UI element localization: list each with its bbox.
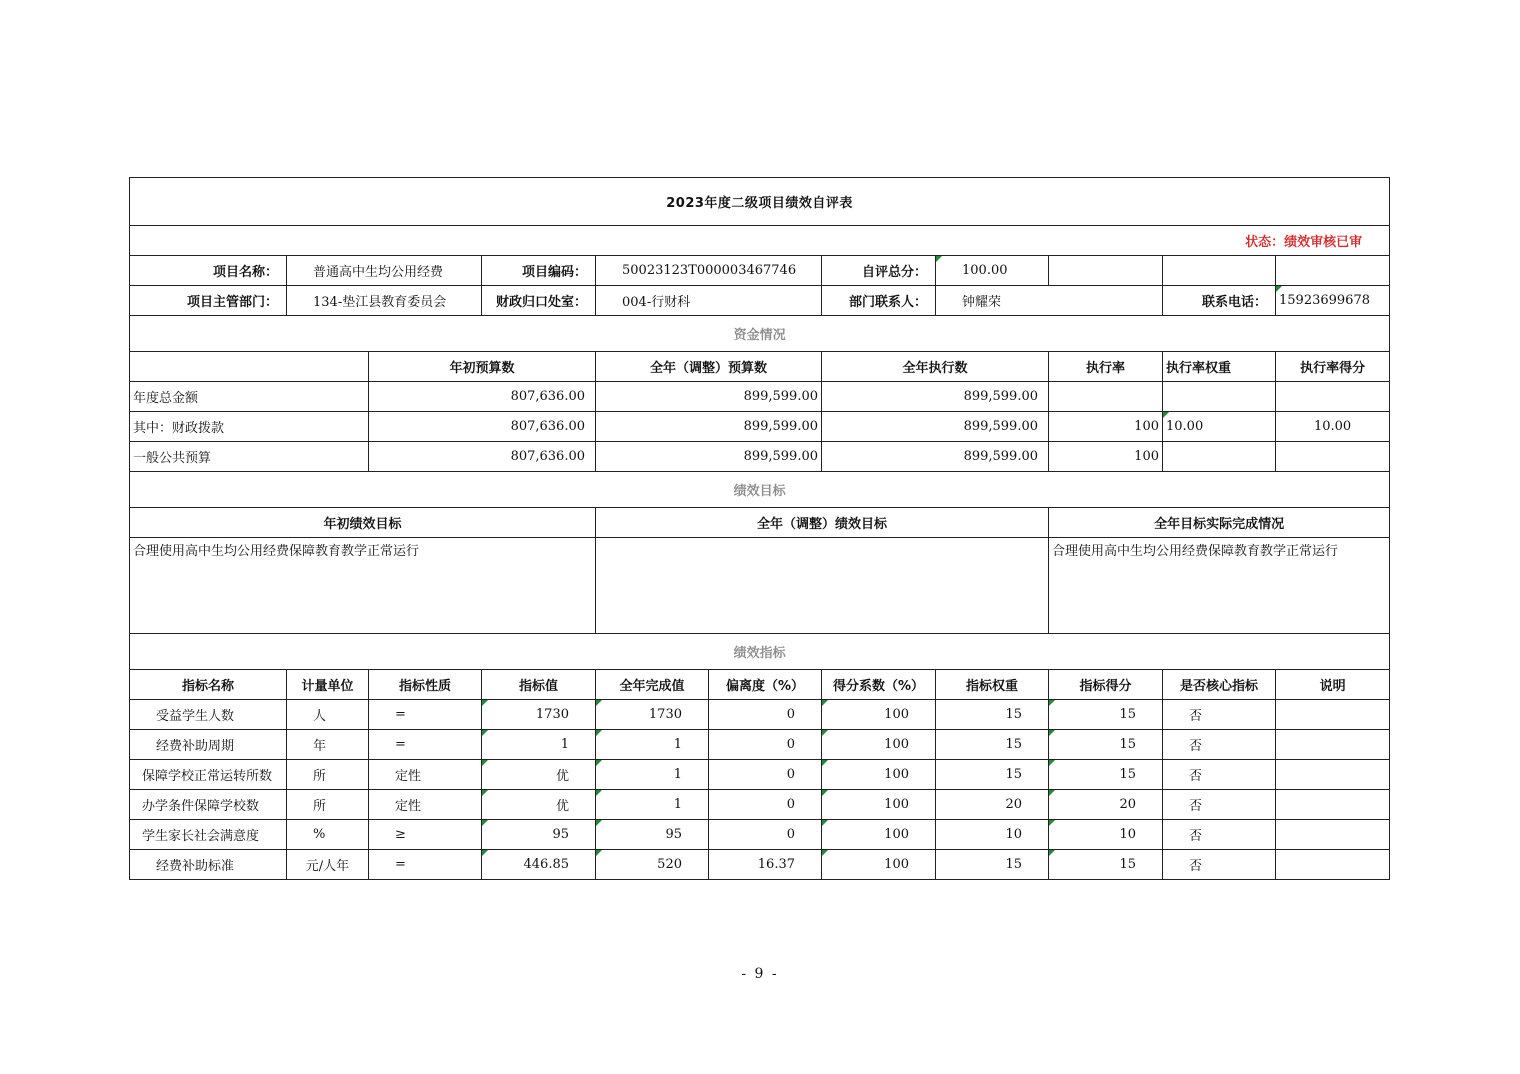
indicator-nature: 定性 xyxy=(369,760,482,790)
indicator-weight: 15 xyxy=(936,730,1049,760)
indicator-note xyxy=(1276,730,1390,760)
indicator-score: 20 xyxy=(1049,790,1163,820)
indicator-nature: 定性 xyxy=(369,790,482,820)
funds-row-name: 一般公共预算 xyxy=(130,442,369,472)
indicator-note xyxy=(1276,850,1390,880)
funds-initial: 807,636.00 xyxy=(369,442,596,472)
indicator-weight: 15 xyxy=(936,700,1049,730)
indicator-note xyxy=(1276,820,1390,850)
indicator-nature: = xyxy=(369,730,482,760)
indicator-core: 否 xyxy=(1163,850,1276,880)
indicator-row xyxy=(130,730,1390,760)
funds-initial: 807,636.00 xyxy=(369,412,596,442)
indicator-weight: 15 xyxy=(936,760,1049,790)
funds-initial: 807,636.00 xyxy=(369,382,596,412)
indicator-target: 446.85 xyxy=(482,850,596,880)
indicator-score: 15 xyxy=(1049,850,1163,880)
indicator-weight: 15 xyxy=(936,850,1049,880)
indicator-weight: 20 xyxy=(936,790,1049,820)
empty-cell xyxy=(1049,256,1163,286)
indicator-row xyxy=(130,820,1390,850)
indicator-actual: 1 xyxy=(596,790,709,820)
funds-weight xyxy=(1163,382,1276,412)
indicator-header: 是否核心指标 xyxy=(1163,670,1276,700)
indicator-target: 1 xyxy=(482,730,596,760)
indicator-coef: 100 xyxy=(822,760,936,790)
contact-value: 钟耀荣 xyxy=(936,286,1163,316)
indicator-actual: 1730 xyxy=(596,700,709,730)
funds-rate: 100 xyxy=(1049,442,1163,472)
total-score-value: 100.00 xyxy=(936,256,1049,286)
indicator-core: 否 xyxy=(1163,820,1276,850)
funds-header-blank xyxy=(130,352,369,382)
indicator-name: 受益学生人数 xyxy=(130,700,287,730)
indicator-core: 否 xyxy=(1163,760,1276,790)
indicator-header: 指标性质 xyxy=(369,670,482,700)
indicator-deviation: 0 xyxy=(709,820,822,850)
indicator-name: 经费补助周期 xyxy=(130,730,287,760)
indicator-header: 指标值 xyxy=(482,670,596,700)
funds-weight: 10.00 xyxy=(1163,412,1276,442)
funds-section-title: 资金情况 xyxy=(130,316,1390,352)
indicator-target: 1730 xyxy=(482,700,596,730)
indicator-header: 指标名称 xyxy=(130,670,287,700)
goals-section-title: 绩效目标 xyxy=(130,472,1390,508)
indicator-deviation: 0 xyxy=(709,760,822,790)
funds-executed: 899,599.00 xyxy=(822,412,1049,442)
indicator-name: 学生家长社会满意度 xyxy=(130,820,287,850)
indicator-score: 15 xyxy=(1049,760,1163,790)
indicator-header: 计量单位 xyxy=(287,670,369,700)
indicator-coef: 100 xyxy=(822,850,936,880)
total-score-label: 自评总分： xyxy=(822,256,936,286)
funds-row xyxy=(130,382,1390,412)
funds-score: 10.00 xyxy=(1276,412,1390,442)
page-title: 2023年度二级项目绩效自评表 xyxy=(130,178,1390,226)
indicator-actual: 1 xyxy=(596,760,709,790)
performance-table xyxy=(129,177,1390,880)
goal-adjusted xyxy=(596,538,1049,634)
indicator-row xyxy=(130,790,1390,820)
indicator-header: 指标权重 xyxy=(936,670,1049,700)
indicator-core: 否 xyxy=(1163,790,1276,820)
indicator-actual: 520 xyxy=(596,850,709,880)
contact-label: 部门联系人： xyxy=(822,286,936,316)
funds-adjusted: 899,599.00 xyxy=(596,412,822,442)
goal-actual: 合理使用高中生均公用经费保障教育教学正常运行 xyxy=(1049,538,1390,634)
indicator-nature: = xyxy=(369,700,482,730)
funds-rate: 100 xyxy=(1049,412,1163,442)
funds-header: 执行率权重 xyxy=(1163,352,1276,382)
indicator-actual: 95 xyxy=(596,820,709,850)
funds-adjusted: 899,599.00 xyxy=(596,382,822,412)
phone-label: 联系电话： xyxy=(1163,286,1276,316)
indicator-target: 95 xyxy=(482,820,596,850)
indicator-unit: % xyxy=(287,820,369,850)
funds-score xyxy=(1276,442,1390,472)
goals-header: 全年目标实际完成情况 xyxy=(1049,508,1390,538)
status-cell xyxy=(130,226,1390,256)
goals-header: 年初绩效目标 xyxy=(130,508,596,538)
project-name-value: 普通高中生均公用经费 xyxy=(287,256,482,286)
indicator-deviation: 0 xyxy=(709,730,822,760)
indicator-unit: 年 xyxy=(287,730,369,760)
indicator-actual: 1 xyxy=(596,730,709,760)
funds-row xyxy=(130,412,1390,442)
indicator-row xyxy=(130,760,1390,790)
dept-value: 134-垫江县教育委员会 xyxy=(287,286,482,316)
indicator-header: 偏离度（%） xyxy=(709,670,822,700)
status-badge: 状态：绩效审核已审 xyxy=(1245,235,1363,250)
indicator-name: 经费补助标准 xyxy=(130,850,287,880)
funds-header: 年初预算数 xyxy=(369,352,596,382)
empty-cell xyxy=(1163,256,1276,286)
goals-header: 全年（调整）绩效目标 xyxy=(596,508,1049,538)
indicator-header: 指标得分 xyxy=(1049,670,1163,700)
funds-header: 全年（调整）预算数 xyxy=(596,352,822,382)
project-code-label: 项目编码： xyxy=(482,256,596,286)
indicator-unit: 人 xyxy=(287,700,369,730)
page-number: - 9 - xyxy=(741,966,779,982)
funds-row-name: 其中：财政拨款 xyxy=(130,412,369,442)
indicator-core: 否 xyxy=(1163,730,1276,760)
funds-header: 执行率得分 xyxy=(1276,352,1390,382)
indicator-row xyxy=(130,700,1390,730)
indicator-deviation: 0 xyxy=(709,700,822,730)
funds-executed: 899,599.00 xyxy=(822,442,1049,472)
funds-header: 执行率 xyxy=(1049,352,1163,382)
indicator-nature: = xyxy=(369,850,482,880)
funds-row-name: 年度总金额 xyxy=(130,382,369,412)
indicator-header: 得分系数（%） xyxy=(822,670,936,700)
empty-cell xyxy=(1276,256,1390,286)
indicator-note xyxy=(1276,790,1390,820)
indicator-name: 保障学校正常运转所数 xyxy=(130,760,287,790)
indicator-name: 办学条件保障学校数 xyxy=(130,790,287,820)
indicator-score: 15 xyxy=(1049,700,1163,730)
indicator-deviation: 16.37 xyxy=(709,850,822,880)
indicator-nature: ≥ xyxy=(369,820,482,850)
project-name-label: 项目名称： xyxy=(130,256,287,286)
indicator-coef: 100 xyxy=(822,790,936,820)
indicator-weight: 10 xyxy=(936,820,1049,850)
indicator-row xyxy=(130,850,1390,880)
indicator-core: 否 xyxy=(1163,700,1276,730)
funds-row xyxy=(130,442,1390,472)
indicator-coef: 100 xyxy=(822,730,936,760)
indicator-target: 优 xyxy=(482,760,596,790)
indicator-target: 优 xyxy=(482,790,596,820)
indicators-section-title: 绩效指标 xyxy=(130,634,1390,670)
indicator-score: 10 xyxy=(1049,820,1163,850)
funds-weight xyxy=(1163,442,1276,472)
funds-adjusted: 899,599.00 xyxy=(596,442,822,472)
indicator-score: 15 xyxy=(1049,730,1163,760)
indicator-unit: 所 xyxy=(287,790,369,820)
indicator-coef: 100 xyxy=(822,820,936,850)
funds-header: 全年执行数 xyxy=(822,352,1049,382)
indicator-note xyxy=(1276,700,1390,730)
indicator-header: 全年完成值 xyxy=(596,670,709,700)
dept-label: 项目主管部门： xyxy=(130,286,287,316)
funds-rate xyxy=(1049,382,1163,412)
indicator-unit: 元/人年 xyxy=(287,850,369,880)
finance-office-value: 004-行财科 xyxy=(596,286,822,316)
project-code-value: 50023123T000003467746 xyxy=(596,256,822,286)
indicator-header: 说明 xyxy=(1276,670,1390,700)
funds-score xyxy=(1276,382,1390,412)
indicator-coef: 100 xyxy=(822,700,936,730)
indicator-unit: 所 xyxy=(287,760,369,790)
phone-value: 15923699678 xyxy=(1276,286,1390,316)
indicator-note xyxy=(1276,760,1390,790)
finance-office-label: 财政归口处室： xyxy=(482,286,596,316)
goal-initial: 合理使用高中生均公用经费保障教育教学正常运行 xyxy=(130,538,596,634)
indicator-deviation: 0 xyxy=(709,790,822,820)
funds-executed: 899,599.00 xyxy=(822,382,1049,412)
